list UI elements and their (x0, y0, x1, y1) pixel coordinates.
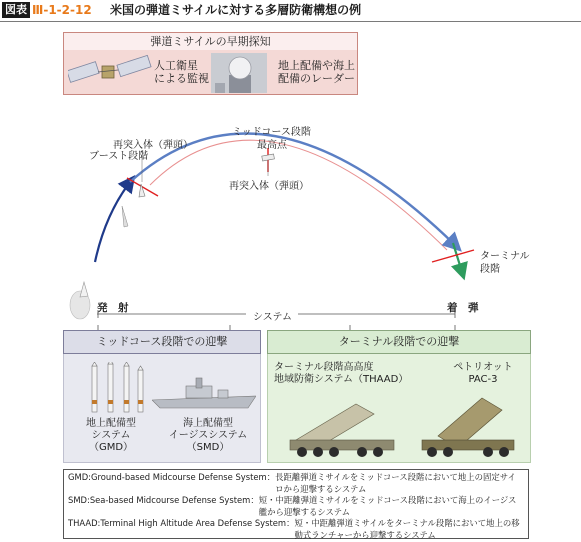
legend-term-thaad: THAAD:Terminal High Altitude Area Defense System： (68, 518, 295, 528)
gmd-label-2: システム (91, 430, 131, 441)
thaad-launcher-icon (286, 394, 404, 458)
pac3-launcher-icon (418, 392, 522, 458)
legend-row-smd (68, 495, 524, 518)
terminal-panel-title: ターミナル段階での迎撃 (267, 330, 531, 354)
figure-title: 米国の弾道ミサイルに対する多層防衛構想の例 (110, 3, 362, 17)
satellite-label-2: による監視 (154, 72, 209, 85)
smd-label-1: 海上配備型 (183, 418, 233, 429)
reentry-mid-label: 再突入体（弾頭） (229, 181, 309, 192)
early-warning-title: 弾道ミサイルの早期探知 (63, 32, 358, 51)
apogee-vehicle-icon (262, 154, 275, 161)
gmd-label-1: 地上配備型 (86, 418, 136, 429)
legend-row-gmd (68, 472, 524, 495)
apogee-label: 最高点 (257, 140, 287, 151)
midcourse-panel-title: ミッドコース段階での迎撃 (63, 330, 261, 354)
figure-tag: 図表 (2, 2, 30, 18)
midcourse-phase-label: ミッドコース段階 (232, 127, 311, 138)
figure-number: Ⅲ-1-2-12 (32, 3, 92, 17)
gmd-label-3: （GMD） (88, 442, 134, 453)
terminal-phase-label-1: ターミナル (480, 251, 530, 262)
radar-label-1: 地上配備や海上 (278, 59, 355, 72)
interceptor-icon (122, 206, 128, 227)
legend-def-gmd: 長距離弾道ミサイルをミッドコース段階において地上の固定サイロから迎撃するシステム (275, 472, 516, 494)
legend-box (63, 469, 529, 539)
radar-label-2: 配備のレーダー (278, 72, 355, 85)
reentry-arc (150, 140, 447, 250)
thaad-label-2: 地域防衛システム（THAAD） (274, 374, 409, 385)
impact-label: 着 弾 (447, 302, 479, 314)
aegis-ship-icon (152, 376, 256, 412)
system-label: システム (253, 312, 292, 323)
pac3-label-1: ペトリオット (453, 362, 513, 373)
terminal-arrow (453, 243, 462, 272)
legend-term-gmd: GMD:Ground-based Midcourse Defense System： (68, 472, 276, 482)
gmd-missiles-icon (86, 362, 146, 416)
legend-def-thaad: 短・中距離弾道ミサイルをターミナル段階において地上の移動式ランチャーから迎撃するシステム (294, 518, 520, 540)
legend-row-thaad (68, 518, 524, 541)
legend-term-smd: SMD:Sea-based Midcourse Defense System： (68, 495, 259, 505)
terminal-phase-label-2: 段階 (480, 264, 500, 275)
boost-phase-label: ブースト段階 (89, 151, 149, 162)
thaad-label-1: ターミナル段階高高度 (274, 362, 374, 373)
pac3-label-2: PAC-3 (468, 374, 498, 385)
launch-label: 発 射 (97, 302, 129, 314)
terminal-intercept-mark (432, 250, 474, 262)
smd-label-2: イージスシステム (168, 430, 248, 441)
terminal-panel (267, 354, 531, 463)
midcourse-panel (63, 354, 261, 463)
legend-def-smd: 短・中距離弾道ミサイルをミッドコース段階において海上のイージス艦から迎撃するシステム (258, 495, 517, 517)
smd-label-3: （SMD） (186, 442, 230, 453)
satellite-label-1: 人工衛星 (154, 59, 198, 72)
reentry-upper-label: 再突入体（弾頭） (113, 140, 193, 151)
